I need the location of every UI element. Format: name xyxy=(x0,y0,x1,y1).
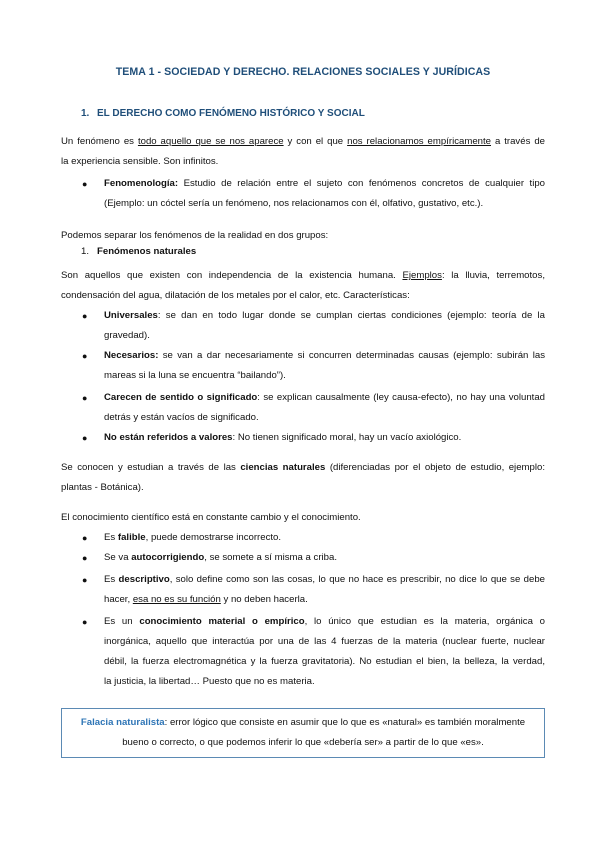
section-heading-1 xyxy=(81,108,365,119)
bullet-icon: ● xyxy=(82,533,88,543)
term-bold: autocorrigiendo xyxy=(131,552,205,563)
term-bold: No están referidos a valores xyxy=(104,432,233,443)
section-number: 1. xyxy=(81,108,90,119)
list-item-text xyxy=(104,612,545,692)
section-heading-text: EL DERECHO COMO FENÓMENO HISTÓRICO Y SOCIAL xyxy=(97,108,365,119)
bullet-icon: ● xyxy=(82,553,88,563)
bullet-icon: ● xyxy=(82,179,88,189)
term-text: : se explican causalmente (ley causa-efecto), no hay una voluntad xyxy=(257,392,545,403)
naturales-underline: Ejemplos xyxy=(402,270,442,281)
falacia-label: Falacia naturalista xyxy=(80,717,165,728)
bullet-icon: ● xyxy=(82,393,88,403)
subheading-number: 1. xyxy=(81,246,90,257)
list-item-text xyxy=(104,388,545,428)
list-item-text xyxy=(104,306,545,346)
text-a: Es xyxy=(104,532,118,543)
term-line-4: la justicia, la libertad… Puesto que no es materia. xyxy=(104,676,315,687)
term-text: Estudio de relación entre el sujeto con fenómenos concretos de cualquier tipo xyxy=(178,178,545,189)
list-item-text xyxy=(104,548,545,568)
list-item-valores xyxy=(82,428,545,448)
list-item-empirico xyxy=(82,612,545,692)
page-title: TEMA 1 - SOCIEDAD Y DERECHO. RELACIONES SOCIALES Y JURÍDICAS xyxy=(115,66,491,78)
list-item-text xyxy=(104,570,545,610)
intro-paragraph xyxy=(61,132,545,172)
bullet-icon: ● xyxy=(82,433,88,443)
falacia-text: : error lógico que consiste en asumir que lo que es «natural» es también moralmente xyxy=(164,717,526,728)
term-line-2: (Ejemplo: un cóctel sería un fenómeno, nos relacionamos con él, olfativo, gustativo, etc.). xyxy=(104,198,484,209)
intro-text-c: a través de xyxy=(491,136,545,147)
subheading-fenomenos-naturales xyxy=(81,246,196,257)
naturales-text-b: : la lluvia, terremotos, xyxy=(441,270,545,281)
intro-line-1 xyxy=(61,132,545,152)
term-text: : No tienen significado moral, hay un vacío axiológico. xyxy=(232,432,462,443)
list-item-text xyxy=(104,428,545,448)
list-item-fenomenologia xyxy=(82,174,545,214)
falacia-callout-box xyxy=(61,708,545,758)
list-item-necesarios xyxy=(82,346,545,386)
ciencias-text-b: (diferenciadas por el objeto de estudio, ejemplo: xyxy=(325,462,545,473)
text-c: hacer, xyxy=(104,594,133,605)
text-underline: esa no es su función xyxy=(132,594,221,605)
term-bold: Universales xyxy=(104,310,158,321)
list-item-carecen xyxy=(82,388,545,428)
term-line-3: débil, la fuerza electromagnética y la fuerza gravitatoria). No estudian el bien, la belleza, la verdad, xyxy=(104,656,545,667)
naturales-text-a: Son aquellos que existen con independencia de la existencia humana. xyxy=(61,270,403,281)
term-text: se van a dar necesariamente si concurren determinadas causas (ejemplo: subirán las xyxy=(158,350,545,361)
list-item-descriptivo xyxy=(82,570,545,610)
text-d: y no deben hacerla. xyxy=(220,594,308,605)
text-b: , solo define como son las cosas, lo que no hace es prescribir, no dice lo que se debe xyxy=(169,574,545,585)
naturales-paragraph xyxy=(61,266,545,306)
intro-line-2: la experiencia sensible. Son infinitos. xyxy=(61,156,219,167)
term-bold: conocimiento material o empírico xyxy=(139,616,305,627)
text-b: , se somete a sí misma a criba. xyxy=(204,552,337,563)
ciencias-line-2: plantas - Botánica). xyxy=(61,482,144,493)
term-line-2: inorgánica, aquello que interactúa por una de las 4 fuerzas de la materia (nuclear fuerte, nuclear xyxy=(104,636,545,647)
intro-underline-b: nos relacionamos empíricamente xyxy=(347,136,491,147)
term-text: : se dan en todo lugar donde se cumplan ciertas condiciones (ejemplo: teoría de la xyxy=(157,310,545,321)
falacia-line-2: bueno o correcto, o que podemos inferir lo que «debería ser» a partir de lo que «es». xyxy=(122,737,484,748)
term-line-2: detrás y están vacíos de significado. xyxy=(104,412,259,423)
term-bold: descriptivo xyxy=(118,574,170,585)
falacia-line-1 xyxy=(62,713,544,733)
term-line-2: gravedad). xyxy=(104,330,150,341)
intro-underline-a: todo aquello que se nos aparece xyxy=(137,136,284,147)
list-item-universales xyxy=(82,306,545,346)
subheading-label: Fenómenos naturales xyxy=(97,246,197,257)
text-a: Es un xyxy=(104,616,140,627)
list-item-text xyxy=(104,346,545,386)
ciencias-paragraph xyxy=(61,458,545,498)
text-b: , lo único que estudian es la materia, orgánica o xyxy=(304,616,545,627)
list-item-falible xyxy=(82,528,545,548)
list-item-text xyxy=(104,174,545,214)
bullet-icon: ● xyxy=(82,311,88,321)
intro-text-a: Un fenómeno es xyxy=(61,136,138,147)
text-a: Se va xyxy=(104,552,132,563)
bullet-icon: ● xyxy=(82,351,88,361)
bullet-icon: ● xyxy=(82,575,88,585)
term-bold: falible xyxy=(117,532,146,543)
list-item-autocorrigiendo xyxy=(82,548,545,568)
ciencias-bold: ciencias naturales xyxy=(240,462,326,473)
text-a: Es xyxy=(104,574,119,585)
ciencias-text-a: Se conocen y estudian a través de las xyxy=(61,462,241,473)
term-bold: Fenomenología: xyxy=(104,178,179,189)
naturales-line-1 xyxy=(61,266,545,286)
conocimiento-paragraph: El conocimiento científico está en constante cambio y el conocimiento. xyxy=(61,512,361,523)
bullet-icon: ● xyxy=(82,617,88,627)
naturales-line-2: condensación del agua, dilatación de los metales por el calor, etc. Características: xyxy=(61,290,410,301)
term-bold: Carecen de sentido o significado xyxy=(104,392,258,403)
term-bold: Necesarios: xyxy=(104,350,159,361)
intro-text-b: y con el que xyxy=(283,136,348,147)
list-item-text xyxy=(104,528,545,548)
separar-paragraph: Podemos separar los fenómenos de la realidad en dos grupos: xyxy=(61,230,329,241)
term-line-2: mareas si la luna se encuentra “bailando”). xyxy=(104,370,286,381)
text-b: , puede demostrarse incorrecto. xyxy=(145,532,282,543)
ciencias-line-1 xyxy=(61,458,545,478)
